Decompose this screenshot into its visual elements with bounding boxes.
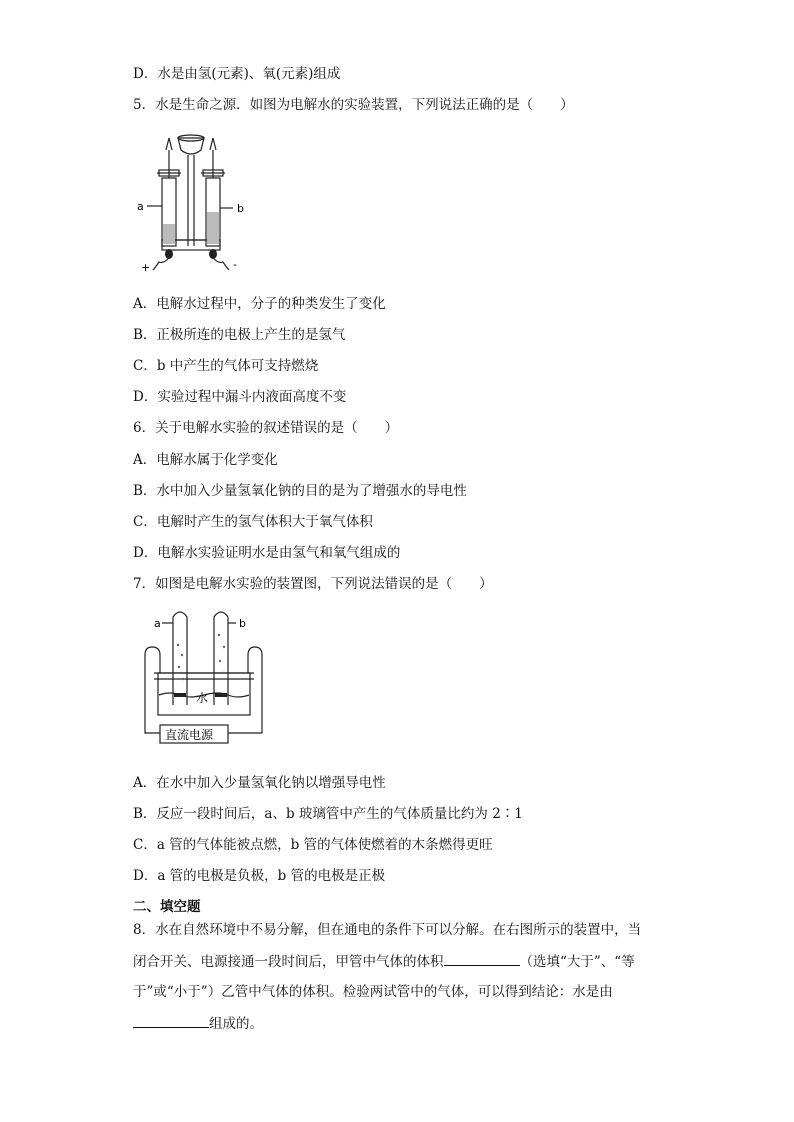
q8-line-2 [133,951,635,972]
q5-label-b: b [237,202,244,215]
q7-option-a: A．在水中加入少量氢氧化钠以增强导电性 [133,775,386,791]
q4-option-d: D．水是由氢(元素)、氧(元素)组成 [133,66,341,82]
q7-water-label: 水 [196,691,209,705]
q7-stem: 7．如图是电解水实验的装置图，下列说法错误的是（ ） [133,576,493,592]
q6-option-d: D．电解水实验证明水是由氢气和氧气组成的 [133,545,401,561]
q6-option-c: C．电解时产生的氢气体积大于氧气体积 [133,514,373,530]
q5-option-a: A．电解水过程中，分子的种类发生了变化 [133,296,386,312]
q7-label-a: a [154,617,161,630]
q5-minus-sign: - [233,258,237,271]
q6-option-b: B．水中加入少量氢氧化钠的目的是为了增强水的导电性 [133,483,467,499]
q8-line-2-text-a: 闭合开关、电源接通一段时间后，甲管中气体的体积 [133,954,444,970]
q6-option-a: A．电解水属于化学变化 [133,452,278,468]
q5-label-a: a [137,200,144,213]
q8-line-4-text: 组成的。 [209,1016,263,1032]
q5-option-b: B．正极所连的电极上产生的是氢气 [133,327,346,343]
section-title-fill-in: 二、填空题 [133,899,201,915]
q7-power-label: 直流电源 [165,728,214,742]
q8-blank-1[interactable] [444,951,520,966]
q8-line-2-text-b: （选填“大于”、“等 [519,954,635,970]
q7-option-b: B．反应一段时间后，a、b 玻璃管中产生的气体质量比约为 2∶1 [133,806,523,822]
q5-electrolysis-figure [135,128,255,278]
q5-stem: 5．水是生命之源．如图为电解水的实验装置，下列说法正确的是（ ） [133,97,574,113]
q7-option-c: C．a 管的气体能被点燃，b 管的气体使燃着的木条燃得更旺 [133,837,493,853]
q5-option-c: C．b 中产生的气体可支持燃烧 [133,358,319,374]
q6-stem: 6．关于电解水实验的叙述错误的是（ ） [133,420,399,436]
q8-blank-2[interactable] [133,1013,209,1028]
q7-option-d: D．a 管的电极是负极，b 管的电极是正极 [133,868,386,884]
q8-line-1: 8．水在自然环境中不易分解，但在通电的条件下可以分解。在右图所示的装置中，当 [133,922,642,938]
q7-electrolysis-figure [140,605,270,755]
q5-option-d: D．实验过程中漏斗内液面高度不变 [133,389,347,405]
q8-line-4 [133,1013,263,1034]
q5-plus-sign: + [141,261,151,274]
q8-line-3: 于”或“小于”）乙管中气体的体积。检验两试管中的气体，可以得到结论：水是由 [133,984,613,1000]
q7-label-b: b [239,617,246,630]
